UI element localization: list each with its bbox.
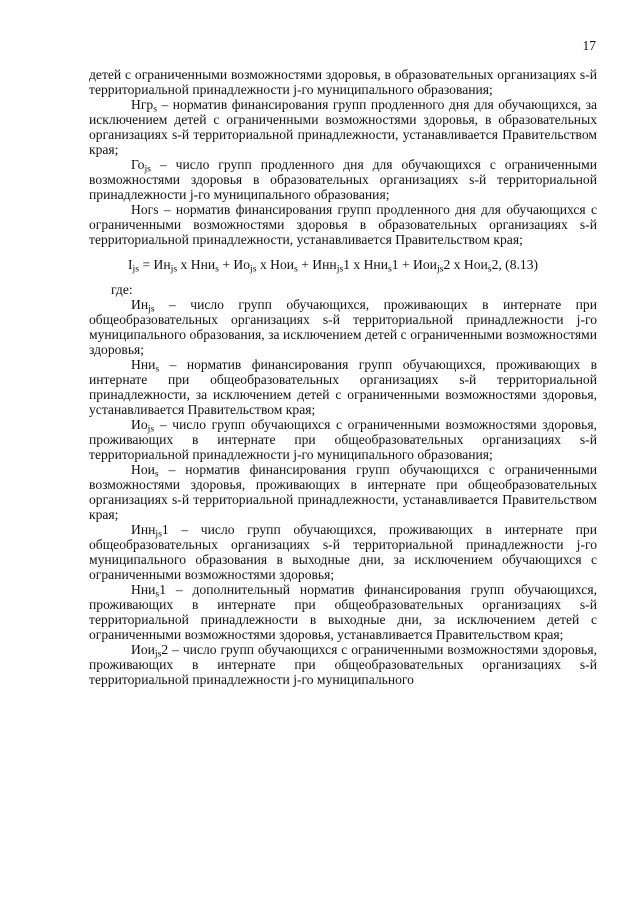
subscript: js (144, 163, 151, 175)
subscript: js (147, 423, 155, 435)
text-run: где: (111, 282, 133, 297)
text-run: = Ин (139, 257, 171, 272)
where-label (89, 282, 597, 297)
subscript: js (148, 303, 155, 315)
subscript: js (436, 263, 444, 275)
definition-paragraph (89, 357, 597, 417)
text-run: Нгр (131, 97, 154, 112)
text-run: Нни (131, 357, 156, 372)
subscript: js (132, 263, 140, 275)
text-run: Нни (131, 582, 156, 597)
text-run: 2, (8.13) (491, 257, 539, 272)
definition-paragraph (89, 642, 597, 687)
text-run: 1 + Иои (391, 257, 437, 272)
text-run: 1 х Нни (343, 257, 388, 272)
definition-paragraph (89, 582, 597, 642)
text-run: + Ио (218, 257, 251, 272)
text-run: 1 – дополнительный норматив финансирования групп обучающихся, проживающих в интернате при общеобразовательных организациях s-й территориальной принадлежности в выходные дни, за исключением детей с ограниченными возможностями здоровья, устанавливается Правительством края; (89, 582, 597, 642)
text-run: 2 – число групп обучающихся с ограниченными возможностями здоровья, проживающих в интернате при общеобразовательных организациях s-й территориальной принадлежности j-го муниципального (89, 642, 597, 687)
text-run: Ин (131, 297, 149, 312)
document-body (89, 67, 597, 687)
subscript: js (154, 648, 162, 660)
subscript: s (487, 263, 492, 275)
definition-paragraph (89, 202, 597, 247)
subscript: js (155, 528, 162, 540)
text-run: – норматив финансирования групп продленного дня для обучающихся, за исключением детей с ограниченными возможностями здоровья, в образовательных организациях s-й территориальной принадлежности, устанавливается Правительством края; (89, 97, 597, 157)
text-run: – число групп обучающихся с ограниченными возможностями здоровья, проживающих в интернате при общеобразовательных организациях s-й территориальной принадлежности j-го муниципального образования; (89, 417, 597, 462)
text-run: Нои (131, 462, 155, 477)
subscript: s (155, 588, 160, 600)
text-run: Иои (131, 642, 155, 657)
text-run: детей с ограниченными возможностями здоровья, в образовательных организациях s-й территориальной принадлежности j-го муниципального образования; (89, 67, 597, 97)
formula (89, 257, 597, 275)
text-run: + Инн (297, 257, 337, 272)
text-run: Инн (131, 522, 156, 537)
text-run: – число групп обучающихся, проживающих в интернате при общеобразовательных организациях s-й территориальной принадлежности j-го муниципального образования, за исключением детей с ограниченными возможностями здоровья; (89, 297, 597, 357)
definition-paragraph (89, 297, 597, 357)
subscript: s (154, 468, 159, 480)
page-number: 17 (582, 38, 596, 53)
definition-paragraph (89, 522, 597, 582)
subscript: js (250, 263, 257, 275)
text-run: Ио (131, 417, 148, 432)
definition-paragraph (89, 462, 597, 522)
text-run: 1 – число групп обучающихся, проживающих в интернате при общеобразовательных организациях s-й территориальной принадлежности j-го муниципального образования в выходные дни, за исключением обучающихся с ограниченными возможностями здоровья; (89, 522, 597, 582)
text-run: Ногs – норматив финансирования групп продленного дня для обучающихся с ограниченными возможностями здоровья в образовательных организациях s-й территориальной принадлежности, устанавливается Правительством края; (89, 202, 597, 247)
text-run: – норматив финансирования групп обучающихся с ограниченными возможностями здоровья, проживающих в интернате при общеобразовательных организациях s-й территориальной принадлежности, устанавливается Правительством края; (89, 462, 597, 522)
subscript: s (294, 263, 298, 275)
subscript: s (155, 363, 160, 375)
text-run: I (128, 257, 133, 272)
text-run: – число групп продленного дня для обучающихся с ограниченными возможностями здоровья в образовательных организациях s-й территориальной принадлежности j-го муниципального образования; (89, 157, 597, 202)
subscript: s (387, 263, 392, 275)
text-run: х Нои (256, 257, 295, 272)
definition-paragraph (89, 97, 597, 157)
text-run: Го (131, 157, 145, 172)
definition-paragraph (89, 417, 597, 462)
subscript: s (153, 103, 158, 115)
text-run: 2 х Нои (443, 257, 488, 272)
subscript: js (336, 263, 344, 275)
subscript: js (170, 263, 178, 275)
continuation-paragraph (89, 67, 597, 97)
text-run: х Нни (177, 257, 216, 272)
text-run: – норматив финансирования групп обучающихся, проживающих в интернате при общеобразовательных организациях s-й территориальной принадлежности, за исключением детей с ограниченными возможностями здоровья, устанавливается Правительством края; (89, 357, 597, 417)
subscript: s (215, 263, 219, 275)
definition-paragraph (89, 157, 597, 202)
